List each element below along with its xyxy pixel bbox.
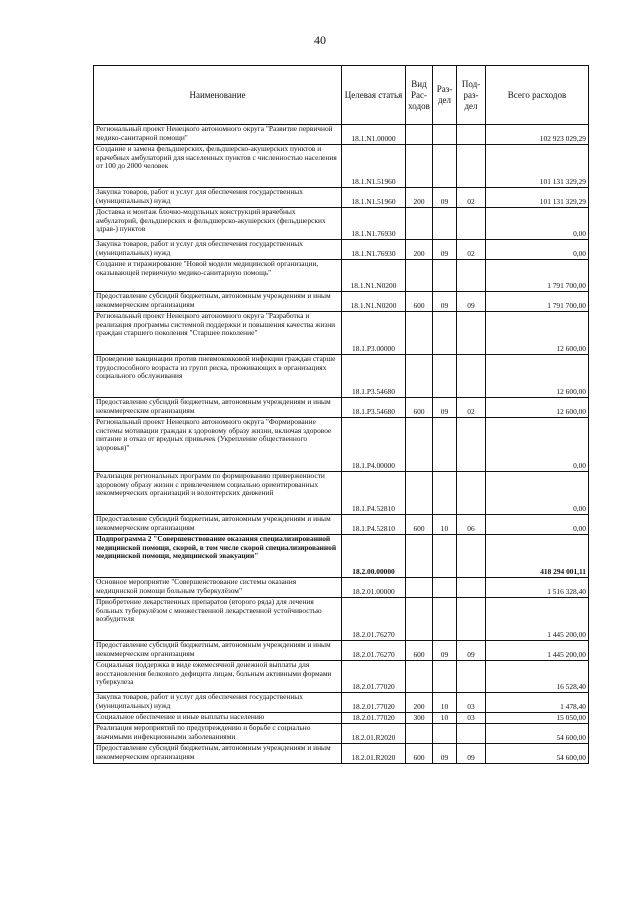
row-expense-type: 600 xyxy=(406,515,433,535)
row-total: 1 478,40 xyxy=(486,693,589,713)
row-expense-type xyxy=(406,355,433,398)
row-total: 54 600,00 xyxy=(486,744,589,764)
row-target-article: 18.1.P3.54680 xyxy=(342,355,406,398)
row-target-article: 18.2.01.76270 xyxy=(342,641,406,661)
row-total: 0,00 xyxy=(486,240,589,260)
table-row xyxy=(94,208,589,240)
row-target-article: 18.2.01.77020 xyxy=(342,661,406,693)
row-name: Реализация региональных программ по формированию приверженности здоровому образу жизни с привлечением социально ориентированных некоммерческих организаций и волонтерских движений xyxy=(94,472,342,515)
header-expense-type: Вид Рас-ходов xyxy=(406,66,433,125)
row-name: Закупка товаров, работ и услуг для обеспечения государственных (муниципальных) нужд xyxy=(94,693,342,713)
row-total: 1 791 700,00 xyxy=(486,260,589,292)
row-name: Проведение вакцинации против пневмококковой инфекции граждан старше трудоспособного возраста из групп риска, проживающих в организациях социального обслуживания xyxy=(94,355,342,398)
table-row xyxy=(94,472,589,515)
row-total: 12 600,00 xyxy=(486,398,589,418)
row-total: 0,00 xyxy=(486,515,589,535)
row-total: 0,00 xyxy=(486,208,589,240)
row-expense-type: 600 xyxy=(406,292,433,312)
row-subsection: 03 xyxy=(457,693,486,713)
row-subsection xyxy=(457,535,486,578)
row-total: 12 600,00 xyxy=(486,355,589,398)
row-name: Предоставление субсидий бюджетным, автономным учреждениям и иным некоммерческим организациям xyxy=(94,744,342,764)
table-row xyxy=(94,661,589,693)
header-section: Раз-дел xyxy=(433,66,457,125)
table-row xyxy=(94,724,589,744)
row-section xyxy=(433,355,457,398)
row-expense-type: 200 xyxy=(406,693,433,713)
table-row xyxy=(94,145,589,188)
row-expense-type xyxy=(406,145,433,188)
row-section xyxy=(433,418,457,472)
table-row xyxy=(94,515,589,535)
row-section: 10 xyxy=(433,515,457,535)
row-subsection xyxy=(457,145,486,188)
table-row xyxy=(94,355,589,398)
row-target-article: 18.1.P4.52810 xyxy=(342,472,406,515)
table-row xyxy=(94,713,589,724)
header-name: Наименование xyxy=(94,66,342,125)
row-expense-type xyxy=(406,312,433,355)
row-total: 1 791 700,00 xyxy=(486,292,589,312)
row-expense-type xyxy=(406,724,433,744)
row-subsection xyxy=(457,125,486,145)
row-target-article: 18.1.P3.00000 xyxy=(342,312,406,355)
table-row xyxy=(94,641,589,661)
row-expense-type xyxy=(406,125,433,145)
row-section xyxy=(433,472,457,515)
row-total: 102 923 029,29 xyxy=(486,125,589,145)
row-target-article: 18.2.01.00000 xyxy=(342,578,406,598)
row-name: Предоставление субсидий бюджетным, автономным учреждениям и иным некоммерческим организациям xyxy=(94,641,342,661)
row-section xyxy=(433,125,457,145)
row-total: 101 131 329,29 xyxy=(486,145,589,188)
row-total: 0,00 xyxy=(486,418,589,472)
row-subsection xyxy=(457,661,486,693)
row-section xyxy=(433,208,457,240)
row-name: Социальное обеспечение и иные выплаты населению xyxy=(94,713,342,724)
budget-table xyxy=(93,65,589,764)
row-expense-type xyxy=(406,535,433,578)
row-name: Создание и замена фельдшерских, фельдшерско-акушерских пунктов и врачебных амбулаторий для населенных пунктов с численностью населения от 100 до 2000 человек xyxy=(94,145,342,188)
row-expense-type xyxy=(406,661,433,693)
row-name: Закупка товаров, работ и услуг для обеспечения государственных (муниципальных) нужд xyxy=(94,188,342,208)
row-total: 1 445 200,00 xyxy=(486,598,589,641)
row-total: 12 600,00 xyxy=(486,312,589,355)
page-number: 40 xyxy=(314,33,326,47)
row-expense-type: 200 xyxy=(406,188,433,208)
row-expense-type xyxy=(406,208,433,240)
table-row xyxy=(94,535,589,578)
row-name: Региональный проект Ненецкого автономного округа "Формирование системы мотивации граждан к здоровому образу жизни, включая здоровое питание и отказ от вредных привычек (Укрепление общественного здоровья)" xyxy=(94,418,342,472)
row-total: 16 528,40 xyxy=(486,661,589,693)
row-subsection: 06 xyxy=(457,515,486,535)
row-subsection xyxy=(457,355,486,398)
row-subsection: 02 xyxy=(457,240,486,260)
row-subsection: 03 xyxy=(457,713,486,724)
row-target-article: 18.1.P3.54680 xyxy=(342,398,406,418)
table-row xyxy=(94,188,589,208)
row-target-article: 18.1.P4.00000 xyxy=(342,418,406,472)
row-section: 09 xyxy=(433,398,457,418)
row-name: Предоставление субсидий бюджетным, автономным учреждениям и иным некоммерческим организациям xyxy=(94,398,342,418)
row-subsection: 09 xyxy=(457,292,486,312)
row-expense-type xyxy=(406,260,433,292)
row-expense-type xyxy=(406,578,433,598)
row-target-article: 18.2.00.00000 xyxy=(342,535,406,578)
row-name: Реализация мероприятий по предупреждению и борьбе с социально значимыми инфекционными заболеваниями xyxy=(94,724,342,744)
row-section xyxy=(433,260,457,292)
row-section: 10 xyxy=(433,713,457,724)
row-expense-type: 300 xyxy=(406,713,433,724)
row-name: Предоставление субсидий бюджетным, автономным учреждениям и иным некоммерческим организациям xyxy=(94,292,342,312)
row-total: 418 294 001,11 xyxy=(486,535,589,578)
row-target-article: 18.1.N1.76930 xyxy=(342,240,406,260)
row-expense-type xyxy=(406,472,433,515)
table-row xyxy=(94,125,589,145)
row-subsection xyxy=(457,312,486,355)
table-row xyxy=(94,292,589,312)
row-expense-type xyxy=(406,418,433,472)
row-expense-type: 600 xyxy=(406,744,433,764)
row-section: 09 xyxy=(433,641,457,661)
row-subsection: 09 xyxy=(457,641,486,661)
row-section: 09 xyxy=(433,292,457,312)
row-total: 101 131 329,29 xyxy=(486,188,589,208)
row-section: 09 xyxy=(433,188,457,208)
table-row xyxy=(94,418,589,472)
row-subsection: 02 xyxy=(457,188,486,208)
row-name: Приобретение лекарственных препаратов (второго ряда) для лечения больных туберкулёзом с множественной лекарственной устойчивостью возбудителя xyxy=(94,598,342,641)
row-section: 09 xyxy=(433,744,457,764)
header-subsection: Под-раз-дел xyxy=(457,66,486,125)
table-row xyxy=(94,744,589,764)
row-section xyxy=(433,598,457,641)
header-target-article: Целевая статья xyxy=(342,66,406,125)
row-subsection xyxy=(457,472,486,515)
row-section xyxy=(433,724,457,744)
row-total: 54 600,00 xyxy=(486,724,589,744)
row-target-article: 18.2.01.R2020 xyxy=(342,724,406,744)
row-target-article: 18.1.N1.76930 xyxy=(342,208,406,240)
row-subsection xyxy=(457,260,486,292)
table-row xyxy=(94,598,589,641)
row-name: Региональный проект Ненецкого автономного округа "Разработка и реализация программы системной поддержки и повышения качества жизни граждан старшего поколения "Старшее поколение" xyxy=(94,312,342,355)
row-subsection xyxy=(457,418,486,472)
table-header-row xyxy=(94,66,589,125)
row-name: Закупка товаров, работ и услуг для обеспечения государственных (муниципальных) нужд xyxy=(94,240,342,260)
table-row xyxy=(94,398,589,418)
row-target-article: 18.1.N1.N0200 xyxy=(342,292,406,312)
row-section xyxy=(433,145,457,188)
row-name: Социальная поддержка в виде ежемесячной денежной выплаты для восстановления белкового дефицита лицам, больным активными формами туберкулеза xyxy=(94,661,342,693)
header-total-expenses: Всего расходов xyxy=(486,66,589,125)
row-section: 10 xyxy=(433,693,457,713)
row-expense-type xyxy=(406,598,433,641)
row-subsection xyxy=(457,208,486,240)
table-row xyxy=(94,693,589,713)
row-section xyxy=(433,661,457,693)
row-subsection: 09 xyxy=(457,744,486,764)
row-subsection: 02 xyxy=(457,398,486,418)
row-target-article: 18.1.N1.51960 xyxy=(342,145,406,188)
row-subsection xyxy=(457,724,486,744)
row-subsection xyxy=(457,578,486,598)
row-section xyxy=(433,535,457,578)
row-target-article: 18.1.N1.51960 xyxy=(342,188,406,208)
row-target-article: 18.1.N1.N0200 xyxy=(342,260,406,292)
row-expense-type: 600 xyxy=(406,398,433,418)
row-target-article: 18.1.N1.00000 xyxy=(342,125,406,145)
row-name: Доставка и монтаж блочно-модульных конструкций врачебных амбулаторий, фельдшерских и фельдшерско-акушерских (фельдшерских здрав-) пунктов xyxy=(94,208,342,240)
row-target-article: 18.1.P4.52810 xyxy=(342,515,406,535)
row-total: 0,00 xyxy=(486,472,589,515)
row-name: Подпрограмма 2 "Совершенствование оказания специализированной медицинской помощи, скорой, в том числе скорой специализированной медицинской помощи, медицинской эвакуации" xyxy=(94,535,342,578)
row-expense-type: 600 xyxy=(406,641,433,661)
row-name: Создание и тиражирование "Новой модели медицинской организации, оказывающей первичную медико-санитарную помощь" xyxy=(94,260,342,292)
row-section xyxy=(433,578,457,598)
table-row xyxy=(94,240,589,260)
row-total: 15 050,00 xyxy=(486,713,589,724)
row-target-article: 18.2.01.77020 xyxy=(342,693,406,713)
row-total: 1 516 328,40 xyxy=(486,578,589,598)
row-subsection xyxy=(457,598,486,641)
table-row xyxy=(94,312,589,355)
table-row xyxy=(94,260,589,292)
row-target-article: 18.2.01.76270 xyxy=(342,598,406,641)
row-section: 09 xyxy=(433,240,457,260)
row-name: Основное мероприятие "Совершенствование системы оказания медицинской помощи больным туберкулёзом" xyxy=(94,578,342,598)
row-target-article: 18.2.01.77020 xyxy=(342,713,406,724)
row-expense-type: 200 xyxy=(406,240,433,260)
table-row xyxy=(94,578,589,598)
row-name: Региональный проект Ненецкого автономного округа "Развитие первичной медико-санитарной помощи" xyxy=(94,125,342,145)
row-name: Предоставление субсидий бюджетным, автономным учреждениям и иным некоммерческим организациям xyxy=(94,515,342,535)
row-target-article: 18.2.01.R2020 xyxy=(342,744,406,764)
row-total: 1 445 200,00 xyxy=(486,641,589,661)
row-section xyxy=(433,312,457,355)
